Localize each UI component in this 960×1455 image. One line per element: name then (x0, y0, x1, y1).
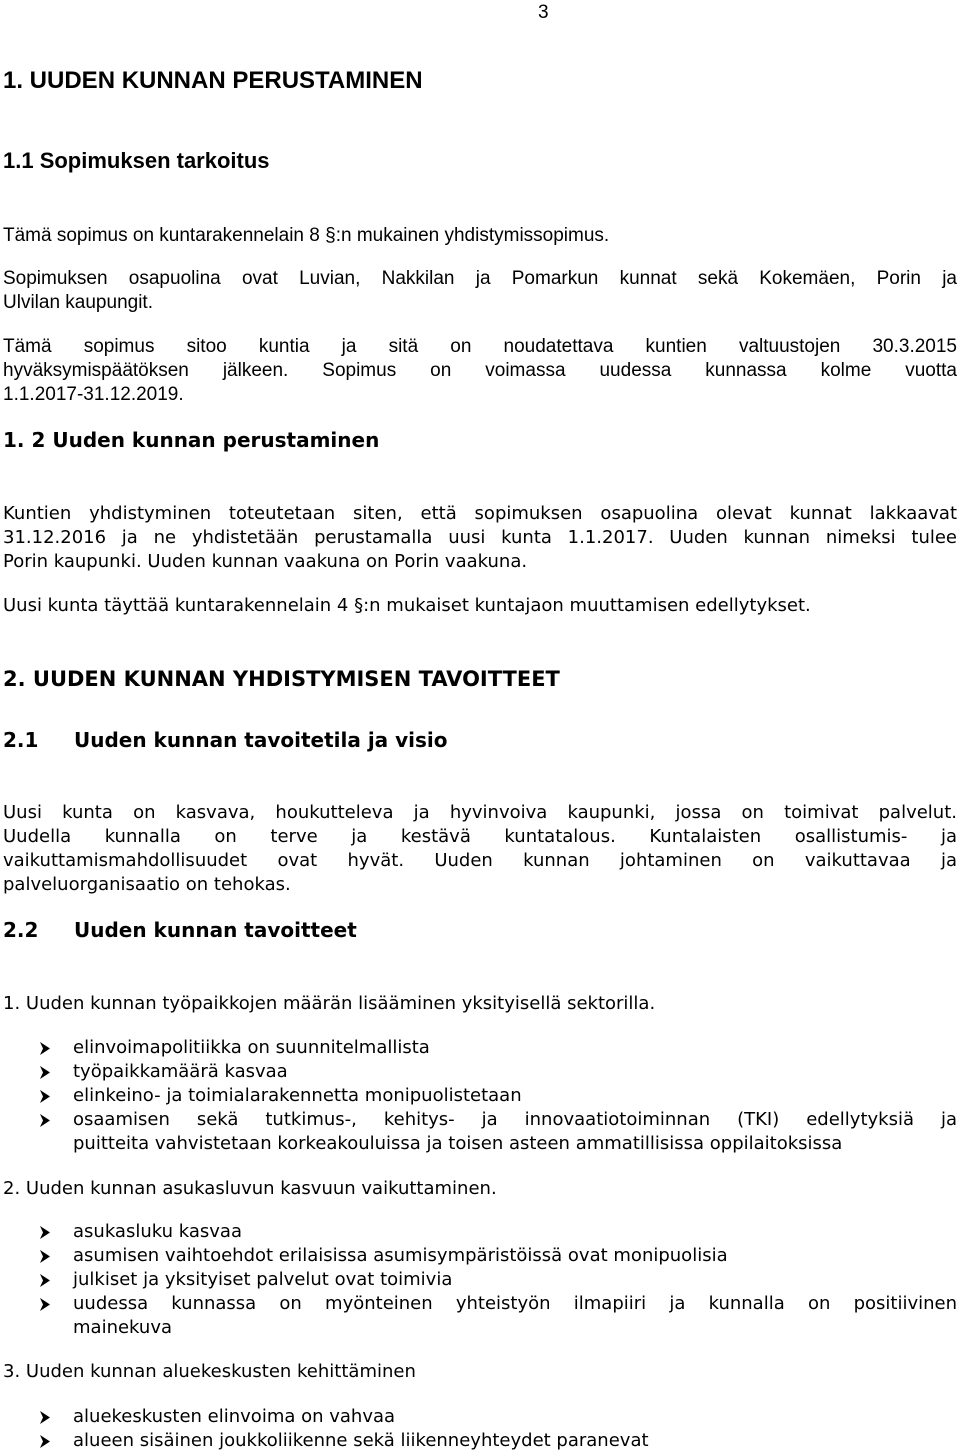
list-item (3, 1108, 957, 1156)
paragraph-2-line: Ulvilan kaupungit. (3, 292, 153, 313)
goal-1: 1. Uuden kunnan työpaikkojen määrän lisääminen yksityisellä sektorilla. (3, 993, 656, 1014)
list-item-text (73, 1292, 957, 1340)
paragraph-6 (3, 801, 957, 897)
arrowhead-bullet-icon (35, 1220, 55, 1244)
paragraph-2-line: Sopimuksen osapuolina ovat Luvian, Nakkilan ja Pomarkun kunnat sekä Kokemäen, Porin ja (3, 268, 957, 289)
list-item-text: elinvoimapolitiikka on suunnitelmallista (73, 1037, 430, 1058)
list-item (3, 1292, 957, 1340)
arrowhead-bullet-icon (35, 1244, 55, 1268)
heading-2-2 (3, 918, 957, 942)
paragraph-4-line: Kuntien yhdistyminen toteutetaan siten, että sopimuksen osapuolina olevat kunnat lakkaavat (3, 503, 957, 524)
list-item (3, 1429, 957, 1453)
paragraph-3-line: hyväksymispäätöksen jälkeen. Sopimus on voimassa uudessa kunnassa kolme vuotta (3, 360, 957, 381)
paragraph-3-line: 1.1.2017-31.12.2019. (3, 384, 184, 405)
heading-2-1-title: Uuden kunnan tavoitetila ja visio (74, 728, 448, 752)
arrowhead-bullet-icon (35, 1292, 55, 1316)
paragraph-6-line: Uusi kunta on kasvava, houkutteleva ja hyvinvoiva kaupunki, jossa on toimivat palvelut. (3, 802, 957, 823)
heading-2-2-number: 2.2 (3, 918, 39, 942)
list-item-text: aluekeskusten elinvoima on vahvaa (73, 1406, 396, 1427)
arrowhead-bullet-icon (35, 1268, 55, 1292)
heading-1-1: 1.1 Sopimuksen tarkoitus (3, 148, 270, 173)
goal-2: 2. Uuden kunnan asukasluvun kasvuun vaikuttaminen. (3, 1178, 497, 1199)
arrowhead-bullet-icon (35, 1036, 55, 1060)
list-item (3, 1060, 957, 1084)
heading-2-2-title: Uuden kunnan tavoitteet (74, 918, 357, 942)
list-item (3, 1084, 957, 1108)
arrowhead-bullet-icon (35, 1405, 55, 1429)
paragraph-4-line: Porin kaupunki. Uuden kunnan vaakuna on Porin vaakuna. (3, 551, 528, 572)
list-item-text: julkiset ja yksityiset palvelut ovat toimivia (73, 1269, 453, 1290)
list-item-text: alueen sisäinen joukkoliikenne sekä liikenneyhteydet paranevat (73, 1430, 649, 1451)
list-item-line: mainekuva (73, 1317, 173, 1338)
list-item-text: työpaikkamäärä kasvaa (73, 1061, 288, 1082)
paragraph-5: Uusi kunta täyttää kuntarakennelain 4 §:n mukaiset kuntajaon muuttamisen edellytykset. (3, 595, 811, 616)
paragraph-4 (3, 502, 957, 574)
list-item-text: asukasluku kasvaa (73, 1221, 242, 1242)
list-item (3, 1220, 957, 1244)
page-number: 3 (538, 2, 549, 23)
paragraph-3-line: Tämä sopimus sitoo kuntia ja sitä on noudatettava kuntien valtuustojen 30.3.2015 (3, 336, 957, 357)
list-item (3, 1244, 957, 1268)
goal-2-list (3, 1220, 957, 1340)
paragraph-6-line: vaikuttamismahdollisuudet ovat hyvät. Uuden kunnan johtaminen on vaikuttavaa ja (3, 850, 957, 871)
paragraph-6-line: Uudella kunnalla on terve ja kestävä kuntatalous. Kuntalaisten osallistumis- ja (3, 826, 957, 847)
list-item (3, 1268, 957, 1292)
goal-1-list (3, 1036, 957, 1156)
list-item-line: uudessa kunnassa on myönteinen yhteistyön ilmapiiri ja kunnalla on positiivinen (73, 1293, 957, 1314)
heading-2: 2. UUDEN KUNNAN YHDISTYMISEN TAVOITTEET (3, 667, 560, 691)
heading-2-1-number: 2.1 (3, 728, 39, 752)
arrowhead-bullet-icon (35, 1060, 55, 1084)
arrowhead-bullet-icon (35, 1084, 55, 1108)
paragraph-3 (3, 335, 957, 407)
goal-3: 3. Uuden kunnan aluekeskusten kehittäminen (3, 1361, 416, 1382)
heading-2-1 (3, 728, 957, 752)
list-item-text: asumisen vaihtoehdot erilaisissa asumisympäristöissä ovat monipuolisia (73, 1245, 728, 1266)
heading-1: 1. UUDEN KUNNAN PERUSTAMINEN (3, 67, 423, 94)
arrowhead-bullet-icon (35, 1429, 55, 1453)
goal-3-list (3, 1405, 957, 1453)
list-item-line: osaamisen sekä tutkimus-, kehitys- ja innovaatiotoiminnan (TKI) edellytyksiä ja (73, 1109, 957, 1130)
paragraph-4-line: 31.12.2016 ja ne yhdistetään perustamalla uusi kunta 1.1.2017. Uuden kunnan nimeksi tulee (3, 527, 957, 548)
paragraph-2 (3, 267, 957, 315)
arrowhead-bullet-icon (35, 1108, 55, 1132)
list-item (3, 1405, 957, 1429)
heading-1-2: 1. 2 Uuden kunnan perustaminen (3, 428, 380, 452)
list-item-text (73, 1108, 957, 1156)
paragraph-1: Tämä sopimus on kuntarakennelain 8 §:n mukainen yhdistymissopimus. (3, 225, 610, 246)
list-item-text: elinkeino- ja toimialarakennetta monipuolistetaan (73, 1085, 522, 1106)
list-item-line: puitteita vahvistetaan korkeakouluissa ja toisen asteen ammatillisissa oppilaitoksissa (73, 1133, 843, 1154)
paragraph-6-line: palveluorganisaatio on tehokas. (3, 874, 291, 895)
list-item (3, 1036, 957, 1060)
